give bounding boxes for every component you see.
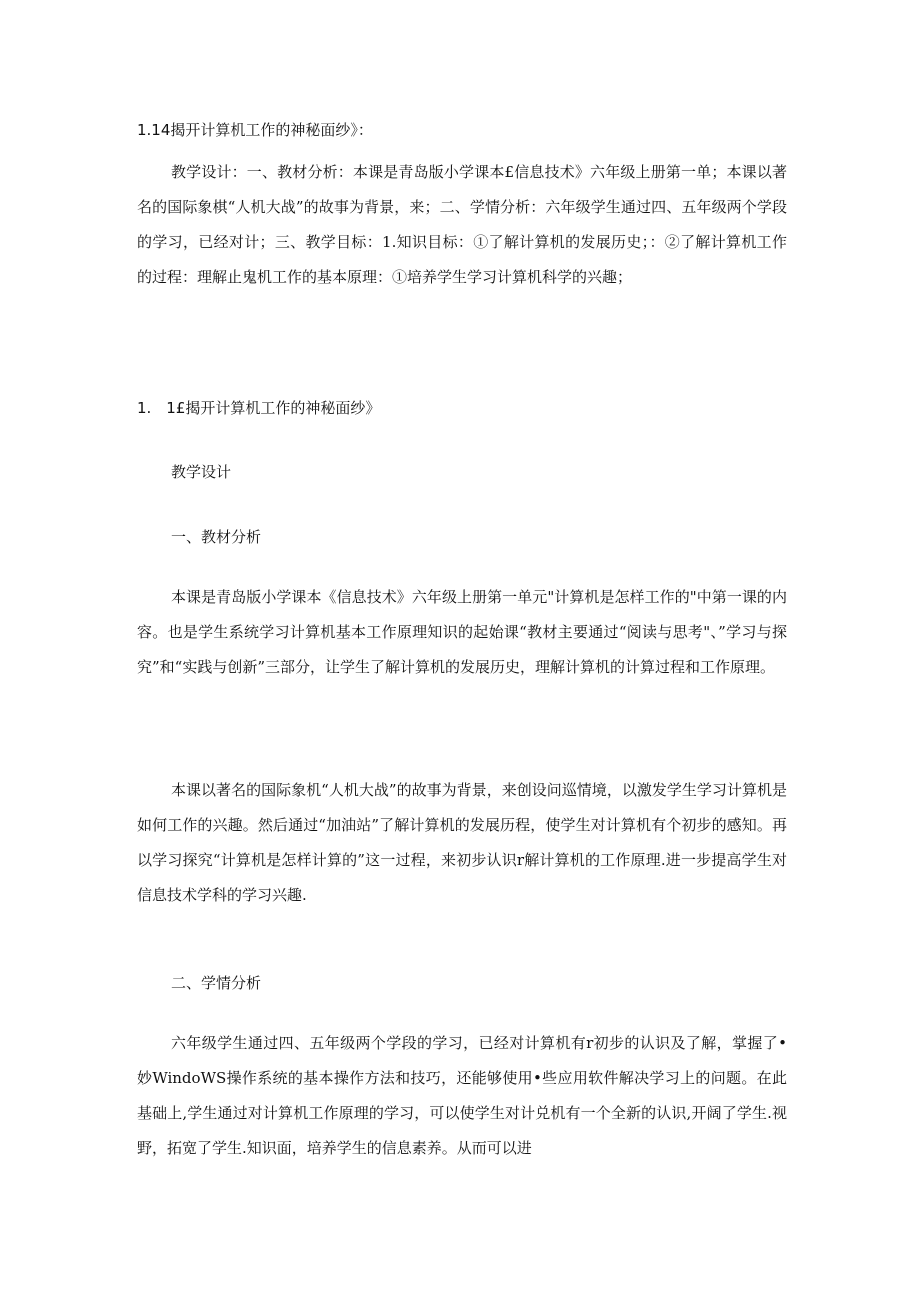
document-title: 1. 1£揭开计算机工作的神秘面纱》: [137, 399, 381, 417]
section-heading-textbook-analysis: 一、教材分析: [171, 528, 262, 546]
textbook-analysis-paragraph-2: 本课以著名的国际象机“人机大战”的故事为背景，来创设问巡情境，以激发学生学习计算机是如何工作的兴趣。然后通过“加油站”了解计算机的发展历程，使学生对计算机有个初步的感知。再以学习探究“计算机是怎样计算的”这一过程，来初步认识r解计算机的工作原理.进一步提高学生对信息技术学科的学习兴趣.: [137, 781, 787, 904]
student-analysis-paragraph: 六年级学生通过四、五年级两个学段的学习，已经对计算机有r初步的认识及了解，掌握了•妙WindoWS操作系统的基本操作方法和技巧，还能够使用•些应用软件解决学习上的问题。在此基础上,学生通过对计算机工作原理的学习，可以使学生对计兑机有一个全新的认识,开阔了学生.视野，拓宽了学生.知识面，培养学生的信息素养。从而可以进: [137, 1034, 787, 1157]
summary-paragraph: 教学设计：一、教材分析：本课是青岛版小学课本£信息技术》六年级上册第一单；本课以著名的国际象棋“人机大战”的故事为背景，来；二、学情分析：六年级学生通过四、五年级两个学段的学习，已经对计；三、教学目标：1.知识目标：①了解计算机的发展历史；：②了解计算机工作的过程：理解止鬼机工作的基本原理：①培养学生学习计算机科学的兴趣；: [137, 163, 787, 286]
teaching-design-label: 教学设计: [171, 463, 232, 481]
summary-title: 1.14揭开计算机工作的神秘面纱》：: [137, 121, 373, 139]
section-heading-student-analysis: 二、学情分析: [171, 974, 262, 992]
textbook-analysis-paragraph-1: 本课是青岛版小学课本《信息技术》六年级上册第一单元"计算机是怎样工作的"中第一课的内容。也是学生系统学习计算机基本工作原理知识的起始课“教材主要通过“阅读与思考"、”学习与探究”和“实践与创新”三部分，让学生了解计算机的发展历史，理解计算机的计算过程和工作原理。: [137, 588, 787, 676]
